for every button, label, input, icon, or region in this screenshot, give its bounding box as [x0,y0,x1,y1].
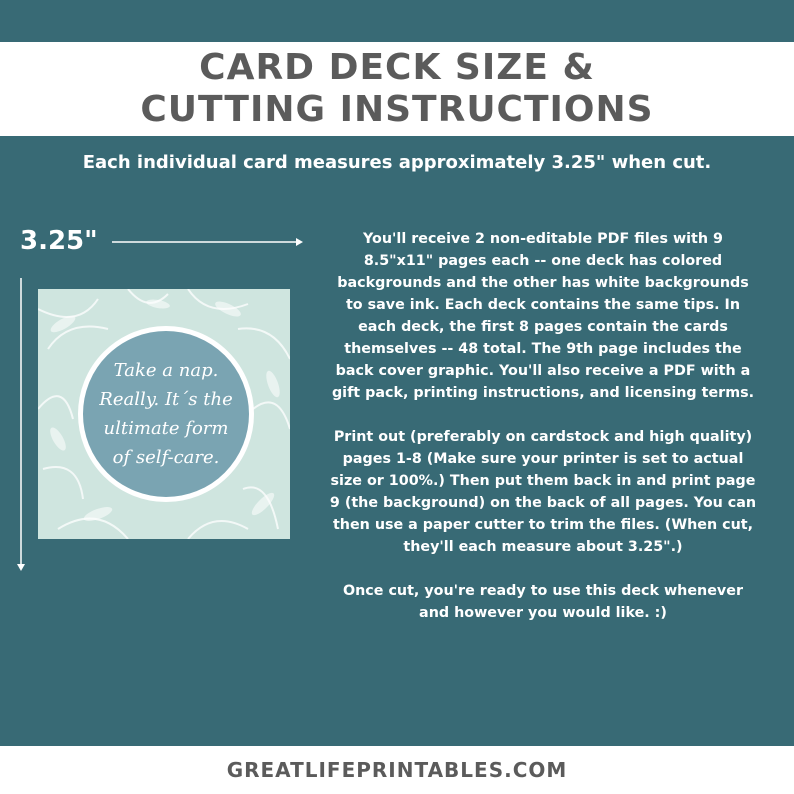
sample-card [38,289,290,539]
footer [0,746,794,794]
card-text-line-2: Really. It´s the [99,389,233,410]
instructions-line: Print out (preferably on cardstock and high quality) [333,429,753,445]
horizontal-arrow-icon [112,235,304,249]
instructions-line: and however you would like. :) [419,605,667,621]
instructions-line: You'll receive 2 non-editable PDF files with 9 [363,231,723,247]
paragraph-gap [306,404,780,426]
subtitle: Each individual card measures approximately 3.25" when cut. [82,152,712,173]
card-text-line-4: of self-care. [112,447,220,468]
instructions-line: size or 100%.) Then put them back in and print page [330,473,756,489]
card-text-line-1: Take a nap. [113,360,219,381]
top-band [0,0,794,42]
instructions-line: backgrounds and the other has white backgrounds [337,275,749,291]
card-circle [78,326,254,502]
card-text-line-3: ultimate form [103,418,229,439]
website-url: GREATLIFEPRINTABLES.COM [226,758,568,782]
instructions-line: Once cut, you're ready to use this deck whenever [342,583,744,599]
instructions [306,228,780,624]
instructions-line: back cover graphic. You'll also receive a PDF with a [335,363,751,379]
instructions-line: then use a paper cutter to trim the files. (When cut, [332,517,754,533]
instructions-line: 9 (the background) on the back of all pages. You can [329,495,757,511]
instructions-line: themselves -- 48 total. The 9th page includes the [344,341,742,357]
page-title-line-1: CARD DECK SIZE & [199,47,595,88]
header [0,42,794,136]
paragraph-gap [306,558,780,580]
instructions-line: pages 1-8 (Make sure your printer is set to actual [342,451,744,467]
size-label: 3.25" [20,226,98,256]
instructions-line: 8.5"x11" pages each -- one deck has colored [363,253,723,269]
vertical-arrow-icon [14,278,28,572]
instructions-line: to save ink. Each deck contains the same tips. In [345,297,741,313]
instructions-line: gift pack, printing instructions, and licensing terms. [331,385,755,401]
instructions-line: they'll each measure about 3.25".) [403,539,683,555]
page-title-line-2: CUTTING INSTRUCTIONS [140,89,654,130]
instructions-line: each deck, the first 8 pages contain the cards [358,319,728,335]
